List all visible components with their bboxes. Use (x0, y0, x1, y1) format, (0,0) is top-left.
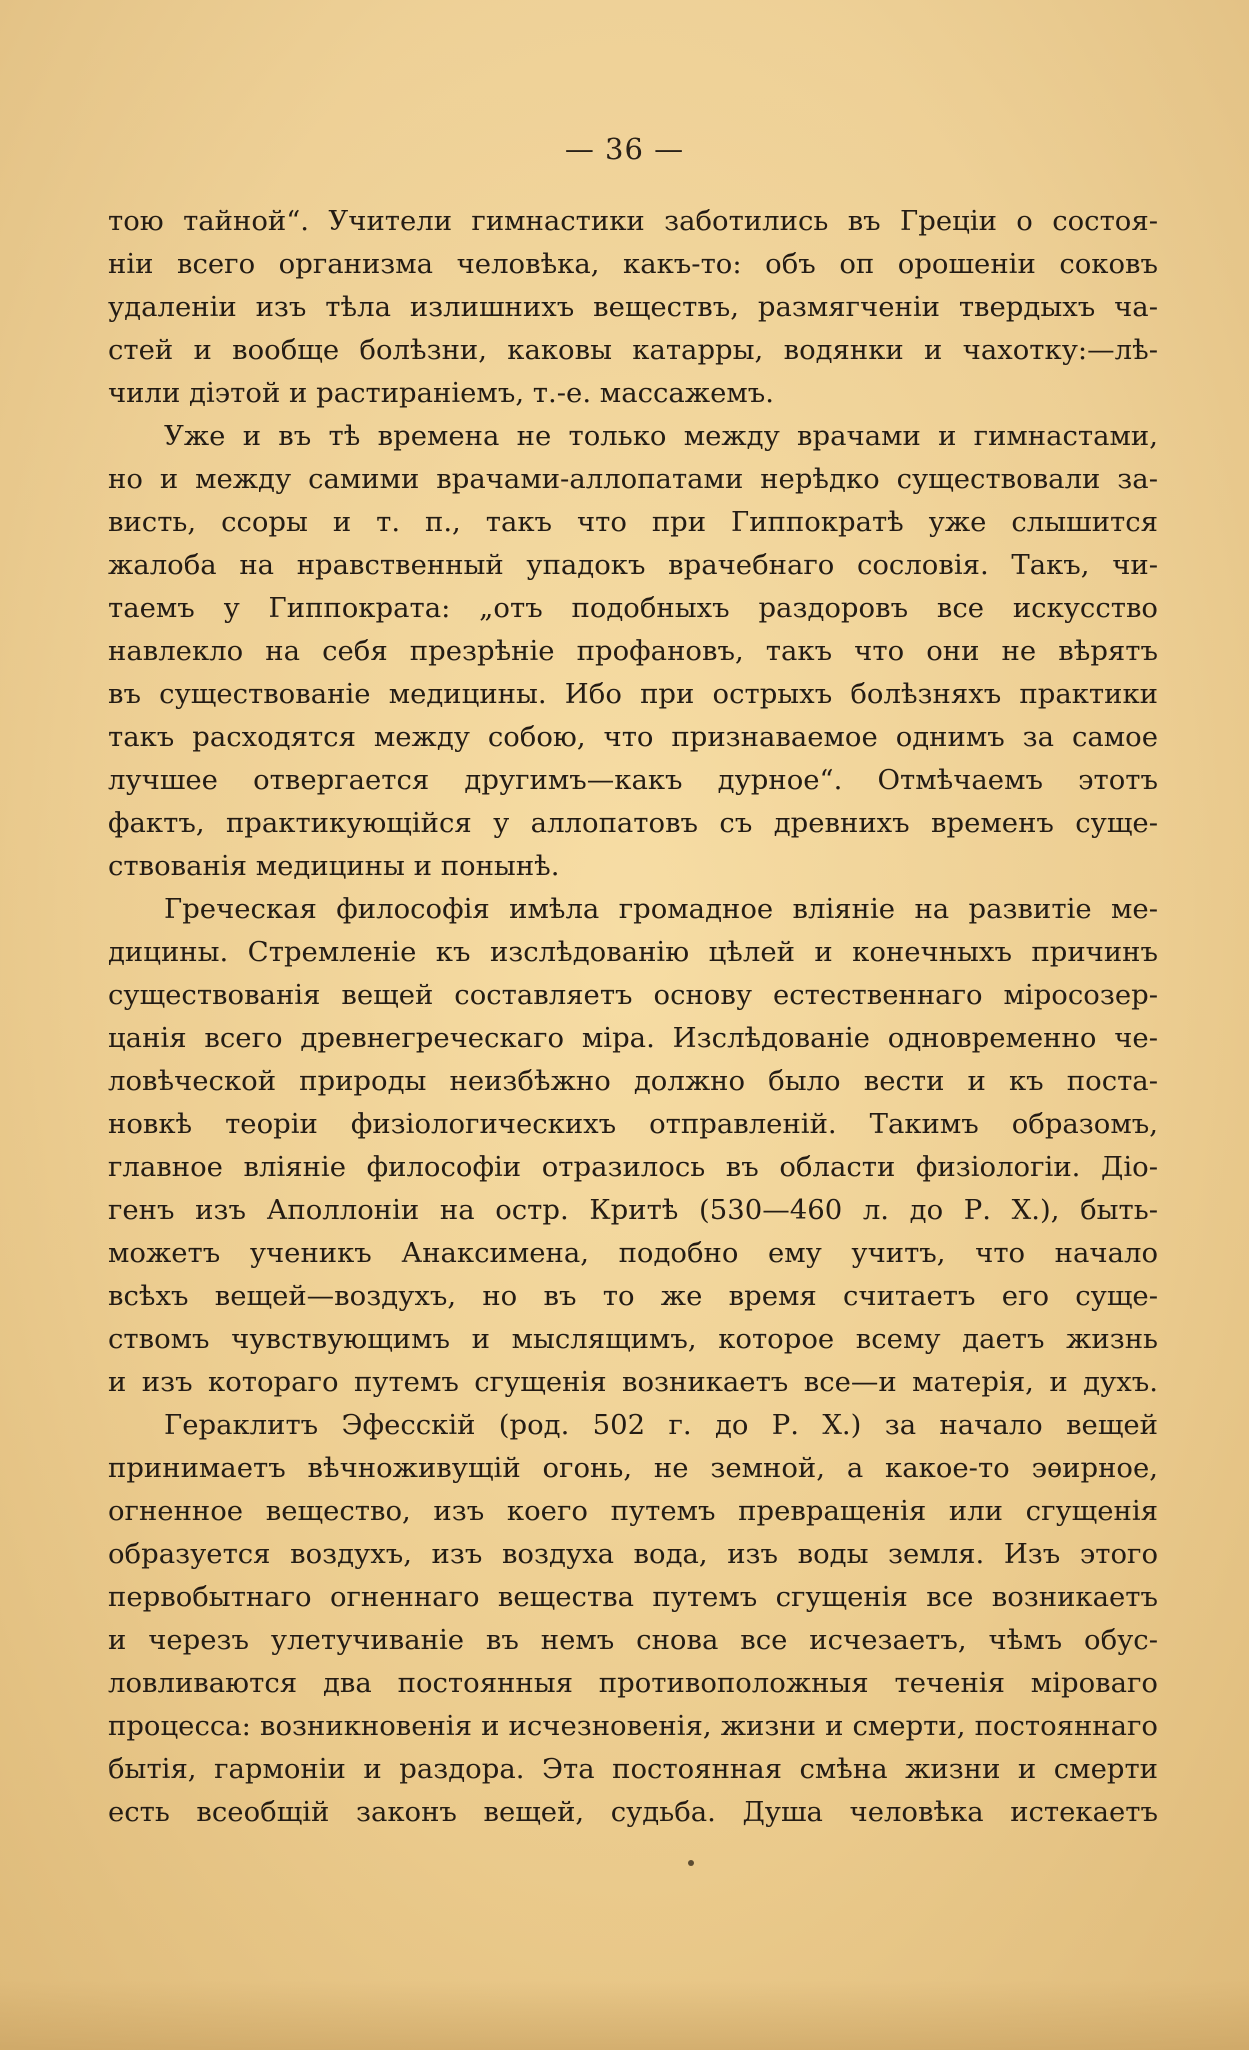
paragraph (108, 888, 1158, 1404)
text-line: лучшее отвергается другимъ—какъ дурное“. Отмѣчаемъ этотъ (108, 764, 1158, 796)
text-line: навлекло на себя презрѣніе профановъ, такъ что они не вѣрятъ (108, 635, 1158, 667)
text-line: ловѣческой природы неизбѣжно должно было вести и къ поста- (108, 1065, 1158, 1097)
text-line: цанія всего древнегреческаго міра. Изслѣдованіе одновременно че- (108, 1022, 1158, 1054)
text-line: ніи всего организма человѣка, какъ-то: объ оп орошеніи соковъ (108, 248, 1158, 280)
text-line: генъ изъ Аполлоніи на остр. Критѣ (530—460 л. до Р. Х.), быть- (108, 1194, 1158, 1226)
text-line: существованія вещей составляетъ основу естественнаго міросозер- (108, 979, 1158, 1011)
text-line: таемъ у Гиппократа: „отъ подобныхъ раздоровъ все искусство (108, 592, 1158, 624)
paragraph (108, 200, 1158, 415)
text-line: ствомъ чувствующимъ и мыслящимъ, которое всему даетъ жизнь (108, 1323, 1158, 1355)
text-line: можетъ ученикъ Анаксимена, подобно ему учитъ, что начало (108, 1237, 1158, 1269)
text-line: удаленіи изъ тѣла излишнихъ веществъ, размягченіи твердыхъ ча- (108, 291, 1158, 323)
text-line: тою тайной“. Учители гимнастики заботились въ Греціи о состоя- (108, 205, 1158, 237)
text-line: всѣхъ вещей—воздухъ, но въ то же время считаетъ его суще- (108, 1280, 1158, 1312)
text-line: ловливаются два постоянныя противоположныя теченія міроваго (108, 1667, 1158, 1699)
text-line: есть всеобщій законъ вещей, судьба. Душа человѣка истекаетъ (108, 1796, 1158, 1828)
text-line: жалоба на нравственный упадокъ врачебнаго сословія. Такъ, чи- (108, 549, 1158, 581)
text-line: и изъ котораго путемъ сгущенія возникаетъ все—и матерія, и духъ. (108, 1366, 1158, 1398)
ink-speck (688, 1860, 694, 1866)
text-line: фактъ, практикующійся у аллопатовъ съ древнихъ временъ суще- (108, 807, 1158, 839)
text-line: образуется воздухъ, изъ воздуха вода, изъ воды земля. Изъ этого (108, 1538, 1158, 1570)
text-line: въ существованіе медицины. Ибо при острыхъ болѣзняхъ практики (108, 678, 1158, 710)
text-line: стей и вообще болѣзни, каковы катарры, водянки и чахотку:—лѣ- (108, 334, 1158, 366)
text-line: первобытнаго огненнаго вещества путемъ сгущенія все возникаетъ (108, 1581, 1158, 1613)
paragraph (108, 415, 1158, 888)
text-line: бытія, гармоніи и раздора. Эта постоянная смѣна жизни и смерти (108, 1753, 1158, 1785)
text-line: и черезъ улетучиваніе въ немъ снова все исчезаетъ, чѣмъ обус- (108, 1624, 1158, 1656)
text-line: Уже и въ тѣ времена не только между врачами и гимнастами, (164, 420, 1158, 452)
text-line: главное вліяніе философіи отразилось въ области физіологіи. Діо- (108, 1151, 1158, 1183)
text-line: новкѣ теоріи физіологическихъ отправленій. Такимъ образомъ, (108, 1108, 1158, 1140)
text-line: принимаетъ вѣчноживущій огонь, не земной, а какое-то эѳирное, (108, 1452, 1158, 1484)
text-line: такъ расходятся между собою, что признаваемое однимъ за самое (108, 721, 1158, 753)
text-line: дицины. Стремленіе къ изслѣдованію цѣлей и конечныхъ причинъ (108, 936, 1158, 968)
page-number: — 36 — (564, 132, 685, 166)
text-line: но и между самими врачами-аллопатами нерѣдко существовали за- (108, 463, 1158, 495)
text-line: ствованія медицины и понынѣ. (108, 850, 560, 882)
body-text (108, 200, 1158, 1834)
text-line: Греческая философія имѣла громадное вліяніе на развитіе ме- (164, 893, 1158, 925)
text-line: процесса: возникновенія и исчезновенія, жизни и смерти, постояннаго (108, 1710, 1158, 1742)
text-line: огненное вещество, изъ коего путемъ превращенія или сгущенія (108, 1495, 1158, 1527)
page-edge-shadow (0, 1980, 1249, 2050)
paragraph (108, 1404, 1158, 1834)
text-line: Гераклитъ Эфесскій (род. 502 г. до Р. Х.) за начало вещей (164, 1409, 1158, 1441)
text-line: висть, ссоры и т. п., такъ что при Гиппократѣ уже слышится (108, 506, 1158, 538)
text-line: чили діэтой и растираніемъ, т.-е. массажемъ. (108, 377, 774, 409)
